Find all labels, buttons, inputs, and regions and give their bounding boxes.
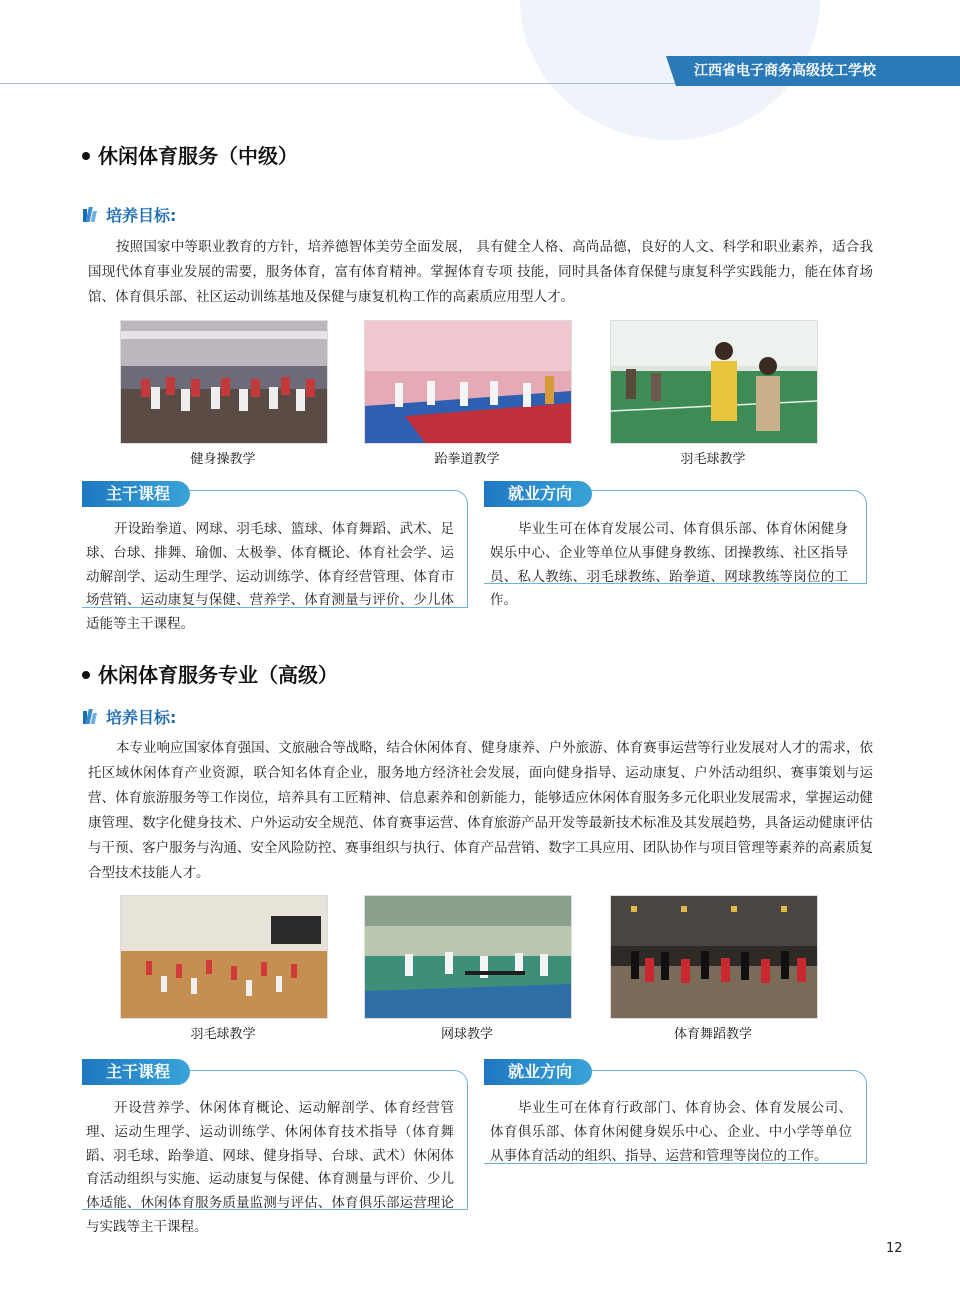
courses-label: 主干课程 — [82, 481, 190, 507]
page-number: 12 — [886, 1241, 903, 1256]
photo-dance — [610, 895, 818, 1019]
courses-text: 开设营养学、休闲体育概论、运动解剖学、体育经营管理、运动生理学、运动训练学、休闲体育技术指导（体育舞蹈、羽毛球、跆拳道、网球、健身指导、台球、武术）休闲体育活动组织与实施、运动康复与保健、体育测量与评价、少儿体适能、休闲体育服务质量监测与评估、体育俱乐部运营理论与实践等主干课程。 — [86, 1100, 454, 1235]
jobs-text: 毕业生可在体育发展公司、体育俱乐部、体育休闲健身娱乐中心、企业等单位从事健身教练、团操教练、社区指导员、私人教练、羽毛球教练、跆拳道、网球教练等岗位的工作。 — [490, 521, 848, 609]
photo-caption: 羽毛球教学 — [190, 1027, 256, 1042]
goal-marker-icon — [82, 206, 100, 224]
goal-label: 培养目标: — [106, 206, 177, 225]
photo-tennis — [364, 895, 572, 1019]
header-line — [0, 83, 700, 84]
photo-badminton-kids — [120, 895, 328, 1019]
photo-caption: 跆拳道教学 — [434, 452, 500, 467]
section1-title-text: 休闲体育服务（中级） — [98, 144, 298, 168]
section2-goal-text: 本专业响应国家体育强国、文旅融合等战略，结合休闲体育、健身康养、户外旅游、体育赛事运营等行业发展对人才的需求，依托区域休闲体育产业资源，联合知名体育企业，服务地方经济社会发展，面向健身指导、运动康复、户外活动组织、赛事策划与运营、体育旅游服务等工作岗位，培养具有工匠精神、信息素养和创新能力，能够适应休闲体育服务多元化职业发展需求，掌握运动健康管理、数字化健身技术、户外运动安全规范、体育赛事运营、体育旅游产品开发等最新技术标准及其发展趋势，具备运动健康评估与干预、客户服务与沟通、安全风险防控、赛事组织与执行、体育产品营销、数字工具应用、团队协作与项目管理等素养的高素质复合型技术技能人才。 — [88, 740, 873, 881]
photo-caption: 健身操教学 — [190, 452, 256, 467]
courses-text: 开设跆拳道、网球、羽毛球、篮球、体育舞蹈、武术、足球、台球、排舞、瑜伽、太极拳、体育概论、体育社会学、运动解剖学、运动生理学、运动训练学、体育经营管理、体育市场营销、运动康复与保健、营养学、体育测量与评价、少儿体适能等主干课程。 — [86, 521, 454, 633]
section2-title-text: 休闲体育服务专业（高级） — [98, 663, 338, 687]
section2-goal-heading — [82, 705, 176, 728]
school-name-banner: 江西省电子商务高级技工学校 — [676, 56, 960, 86]
photo-caption: 体育舞蹈教学 — [673, 1027, 752, 1042]
photo-aerobics — [120, 320, 328, 444]
section1-goal-heading — [82, 203, 176, 226]
photo-taekwondo — [364, 320, 572, 444]
photo-caption: 网球教学 — [440, 1027, 493, 1042]
section1-goal-text: 按照国家中等职业教育的方针，培养德智体美劳全面发展， 具有健全人格、高尚品德，良好的人文、科学和职业素养，适合我国现代体育事业发展的需要，服务体育，富有体育精神。掌握体育专项 技能，同时具备体育保健与康复科学实践能力，能在体育场馆、体育俱乐部、社区运动训练基地及保健与康复机构工作的高素质应用型人才。 — [88, 239, 873, 305]
bullet-icon — [82, 152, 90, 160]
courses-label: 主干课程 — [82, 1059, 190, 1085]
bullet-icon — [82, 671, 90, 679]
goal-label: 培养目标: — [106, 708, 177, 727]
photo-badminton — [610, 320, 818, 444]
goal-marker-icon — [82, 708, 100, 726]
section1-title — [82, 140, 298, 169]
jobs-text: 毕业生可在体育行政部门、体育协会、体育发展公司、体育俱乐部、体育休闲健身娱乐中心、企业、中小学等单位从事体育活动的组织、指导、运营和管理等岗位的工作。 — [490, 1100, 852, 1164]
section2-title — [82, 659, 338, 688]
photo-caption: 羽毛球教学 — [680, 452, 746, 467]
jobs-label: 就业方向 — [484, 481, 592, 507]
jobs-label: 就业方向 — [484, 1059, 592, 1085]
